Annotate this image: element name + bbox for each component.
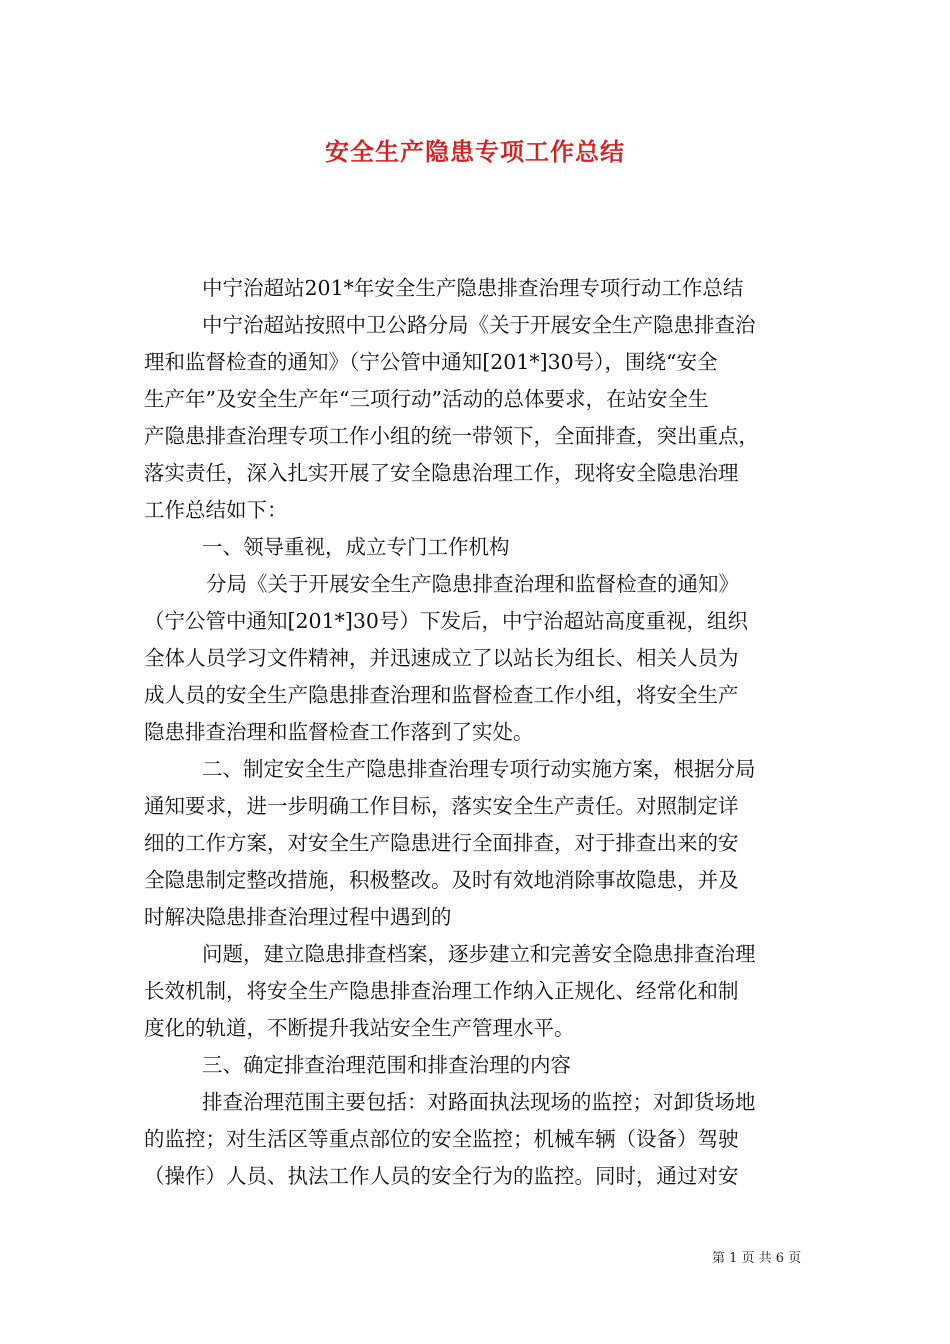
paragraph-line: 长效机制，将安全生产隐患排查治理工作纳入正规化、经常化和制	[144, 979, 739, 1003]
paragraph-line: 时解决隐患排查治理过程中遇到的	[144, 905, 452, 929]
paragraph-line: （宁公管中通知[201*]30号）下发后，中宁治超站高度重视，组织	[144, 609, 748, 633]
paragraph-line: 排查治理范围主要包括：对路面执法现场的监控；对卸货场地	[202, 1090, 756, 1114]
paragraph-line: 度化的轨道，不断提升我站安全生产管理水平。	[144, 1016, 575, 1040]
paragraph-line: 理和监督检查的通知》（宁公管中通知[201*]30号），围绕“安全	[144, 350, 718, 374]
paragraph-line: 落实责任，深入扎实开展了安全隐患治理工作，现将安全隐患治理	[144, 461, 739, 485]
page-number: 第 1 页 共 6 页	[712, 1251, 802, 1266]
paragraph-line: 分局《关于开展安全生产隐患排查治理和监督检查的通知》	[206, 572, 739, 596]
paragraph-line: 细的工作方案，对安全生产隐患进行全面排查，对于排查出来的安	[144, 831, 739, 855]
paragraph-line: 产隐患排查治理专项工作小组的统一带领下，全面排查，突出重点，	[144, 424, 759, 448]
subtitle-line: 中宁治超站201*年安全生产隐患排查治理专项行动工作总结	[202, 276, 744, 300]
section-heading: 一、领导重视，成立专门工作机构	[202, 535, 510, 559]
paragraph-line: 的监控；对生活区等重点部位的安全监控；机械车辆（设备）驾驶	[144, 1127, 739, 1151]
paragraph-line: （操作）人员、执法工作人员的安全行为的监控。同时，通过对安	[144, 1164, 739, 1188]
section-heading: 三、确定排查治理范围和排查治理的内容	[202, 1053, 571, 1077]
paragraph-line: 全隐患制定整改措施，积极整改。及时有效地消除事故隐患，并及	[144, 868, 739, 892]
paragraph-line: 全体人员学习文件精神，并迅速成立了以站长为组长、相关人员为	[144, 646, 739, 670]
paragraph-line: 隐患排查治理和监督检查工作落到了实处。	[144, 720, 534, 744]
paragraph-line: 通知要求，进一步明确工作目标，落实安全生产责任。对照制定详	[144, 794, 739, 818]
paragraph-line: 工作总结如下：	[144, 498, 288, 522]
section-heading: 二、制定安全生产隐患排查治理专项行动实施方案，根据分局	[202, 757, 756, 781]
paragraph-line: 中宁治超站按照中卫公路分局《关于开展安全生产隐患排查治	[202, 313, 756, 337]
paragraph-line: 问题，建立隐患排查档案，逐步建立和完善安全隐患排查治理	[202, 942, 756, 966]
document-title: 安全生产隐患专项工作总结	[325, 137, 625, 166]
paragraph-line: 成人员的安全生产隐患排查治理和监督检查工作小组，将安全生产	[144, 683, 739, 707]
paragraph-line: 生产年”及安全生产年“三项行动”活动的总体要求，在站安全生	[144, 387, 709, 411]
document-body	[144, 270, 808, 1195]
